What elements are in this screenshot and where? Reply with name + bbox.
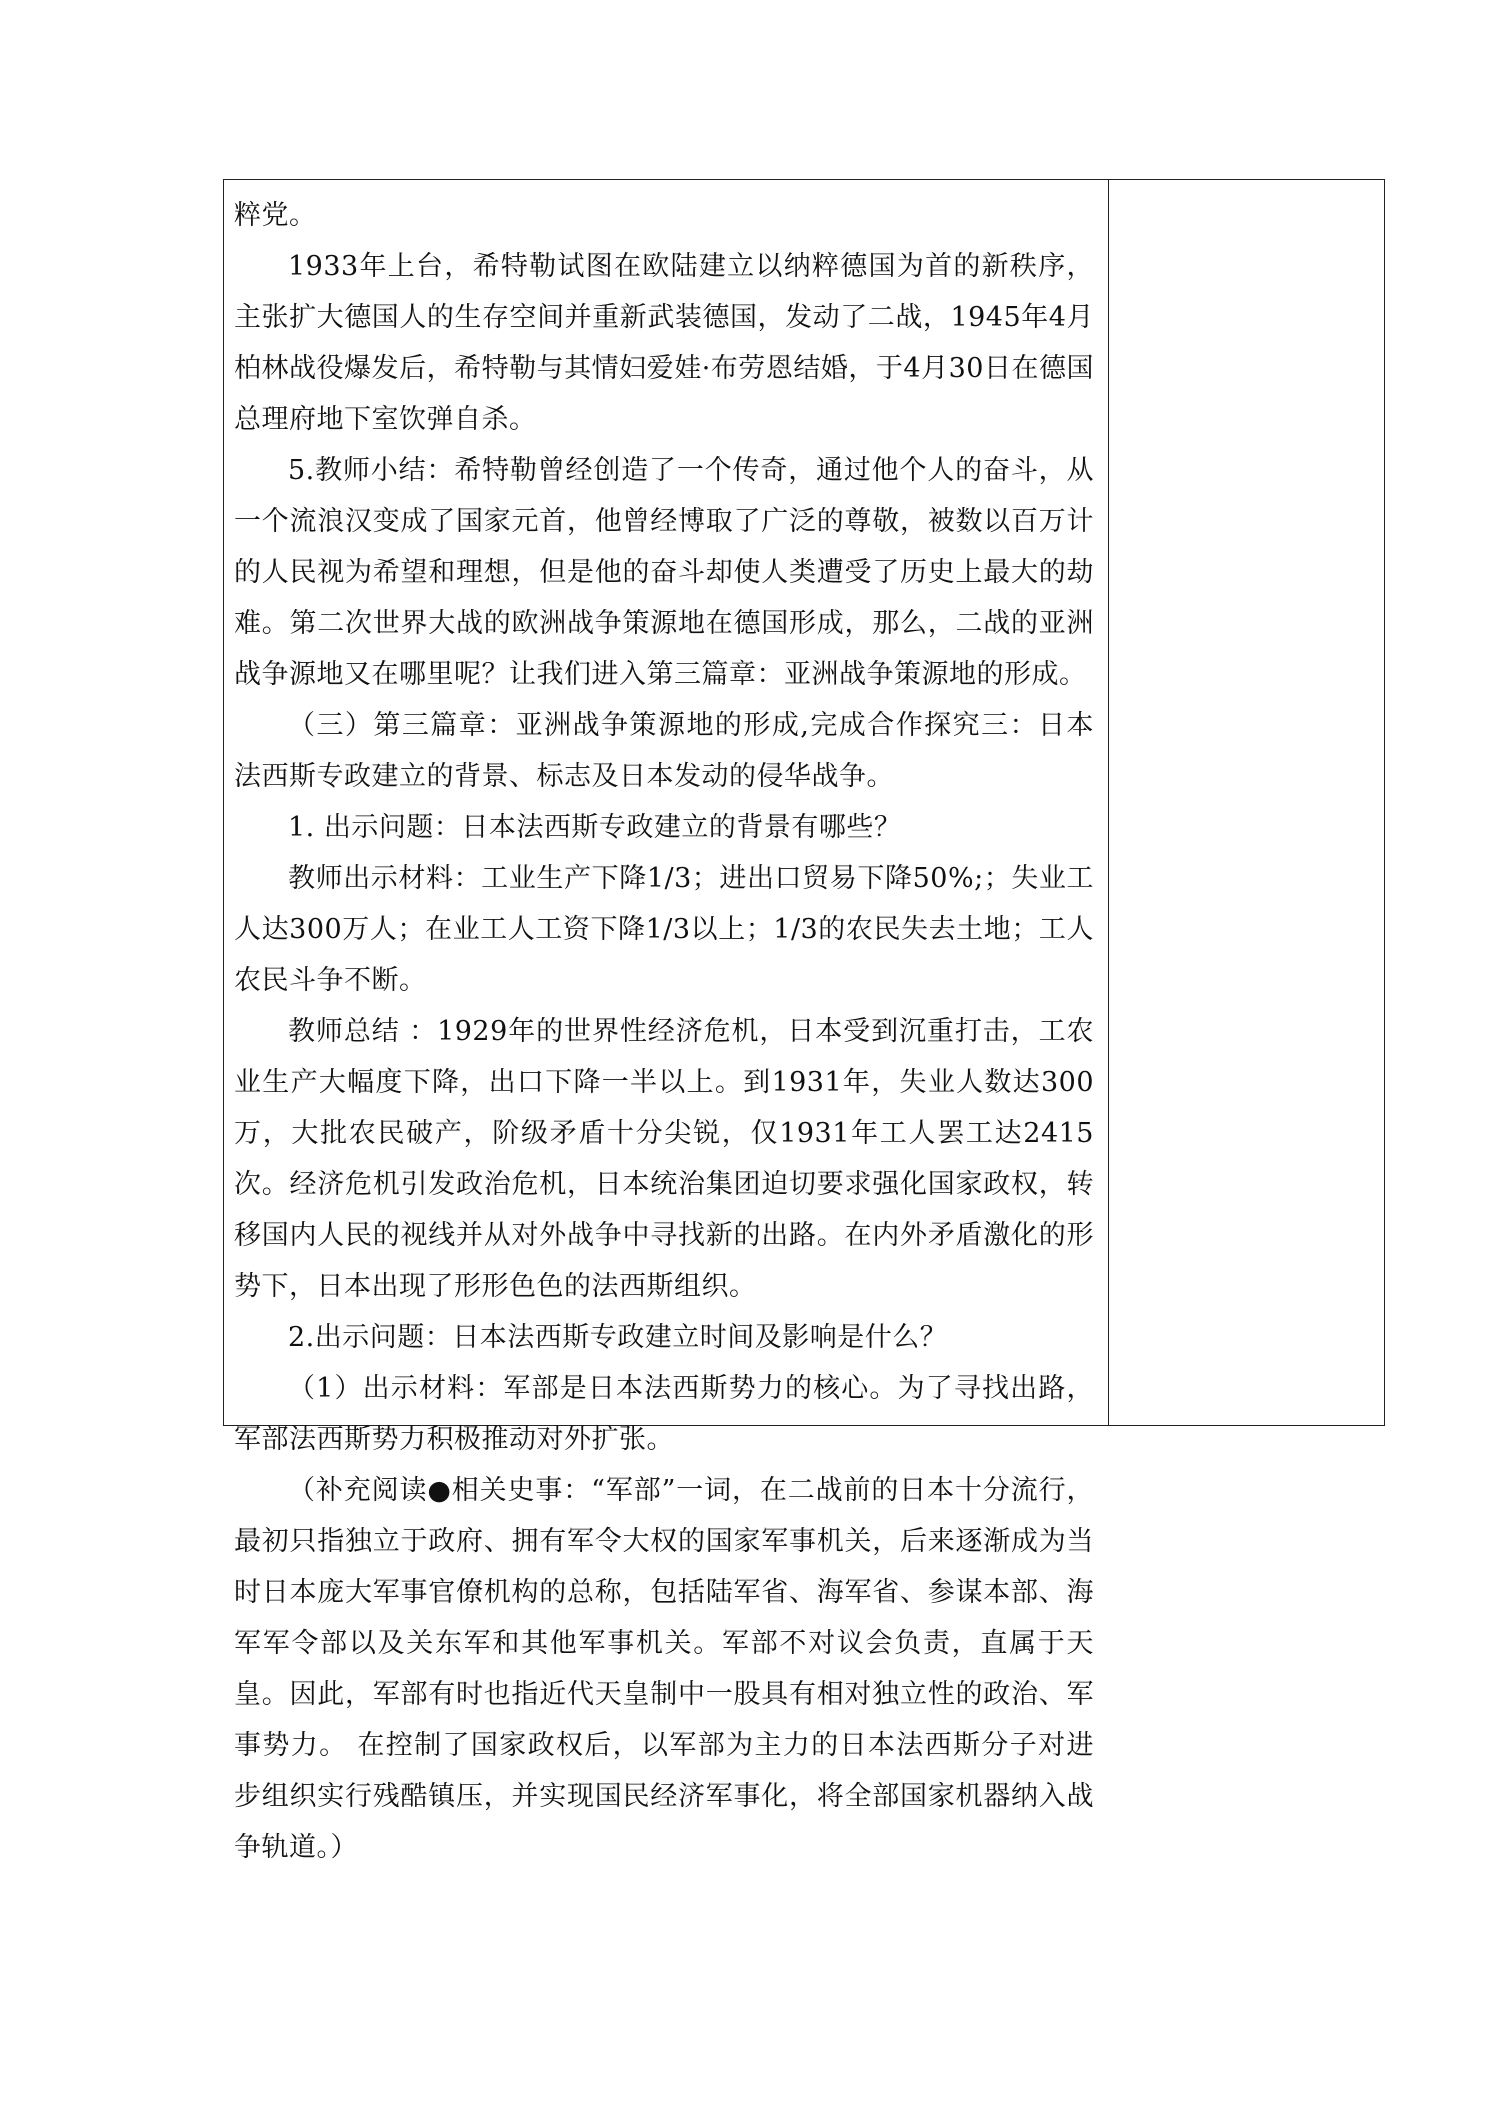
paragraph-question-one: 1. 出示问题：日本法西斯专政建立的背景有哪些？	[288, 812, 902, 843]
paragraph-chapter-three-heading: （三）第三篇章：亚洲战争策源地的形成,完成合作探究三：日本法西斯专政建立的背景、标志及日本发动的侵华战争。	[234, 710, 1094, 792]
notes-cell	[1109, 180, 1384, 1425]
content-cell	[224, 180, 1109, 1863]
paragraph-teacher-conclusion: 教师总结 ：1929年的世界性经济危机，日本受到沉重打击，工农业生产大幅度下降，出口下降一半以上。到1931年，失业人数达300万，大批农民破产，阶级矛盾十分尖锐，仅1931年工人罢工达2415次。经济危机引发政治危机，日本统治集团迫切要求强化国家政权，转移国内人民的视线并从对外战争中寻找新的出路。在内外矛盾激化的形势下，日本出现了形形色色的法西斯组织。	[234, 1016, 1094, 1302]
paragraph-supplementary-reading: （补充阅读●相关史事：“军部”一词，在二战前的日本十分流行，最初只指独立于政府、拥有军令大权的国家军事机关，后来逐渐成为当时日本庞大军事官僚机构的总称，包括陆军省、海军省、参谋本部、海军军令部以及关东军和其他军事机关。军部不对议会负责，直属于天皇。因此，军部有时也指近代天皇制中一股具有相对独立性的政治、军事势力。 在控制了国家政权后，以军部为主力的日本法西斯分子对进步组织实行残酷镇压，并实现国民经济军事化，将全部国家机器纳入战争轨道。）	[234, 1475, 1094, 1863]
paragraph-material-one: （1）出示材料：军部是日本法西斯势力的核心。为了寻找出路，军部法西斯势力积极推动对外扩张。	[234, 1373, 1094, 1455]
paragraph-question-two: 2.出示问题：日本法西斯专政建立时间及影响是什么？	[288, 1322, 948, 1353]
lesson-table	[223, 179, 1385, 1863]
paragraph-teacher-summary: 5.教师小结：希特勒曾经创造了一个传奇，通过他个人的奋斗，从一个流浪汉变成了国家元首，他曾经博取了广泛的尊敬，被数以百万计的人民视为希望和理想，但是他的奋斗却使人类遭受了历史上最大的劫难。第二次世界大战的欧洲战争策源地在德国形成，那么，二战的亚洲战争源地又在哪里呢？让我们进入第三篇章：亚洲战争策源地的形成。	[234, 455, 1094, 690]
paragraph-continuation: 粹党。	[234, 200, 317, 231]
paragraph-hitler-biography: 1933年上台，希特勒试图在欧陆建立以纳粹德国为首的新秩序，主张扩大德国人的生存空间并重新武装德国，发动了二战，1945年4月柏林战役爆发后，希特勒与其情妇爱娃·布劳恩结婚，于4月30日在德国总理府地下室饮弹自杀。	[234, 251, 1094, 435]
paragraph-teacher-material: 教师出示材料：工业生产下降1/3；进出口贸易下降50%;；失业工人达300万人；在业工人工资下降1/3以上；1/3的农民失去土地；工人农民斗争不断。	[234, 863, 1094, 996]
